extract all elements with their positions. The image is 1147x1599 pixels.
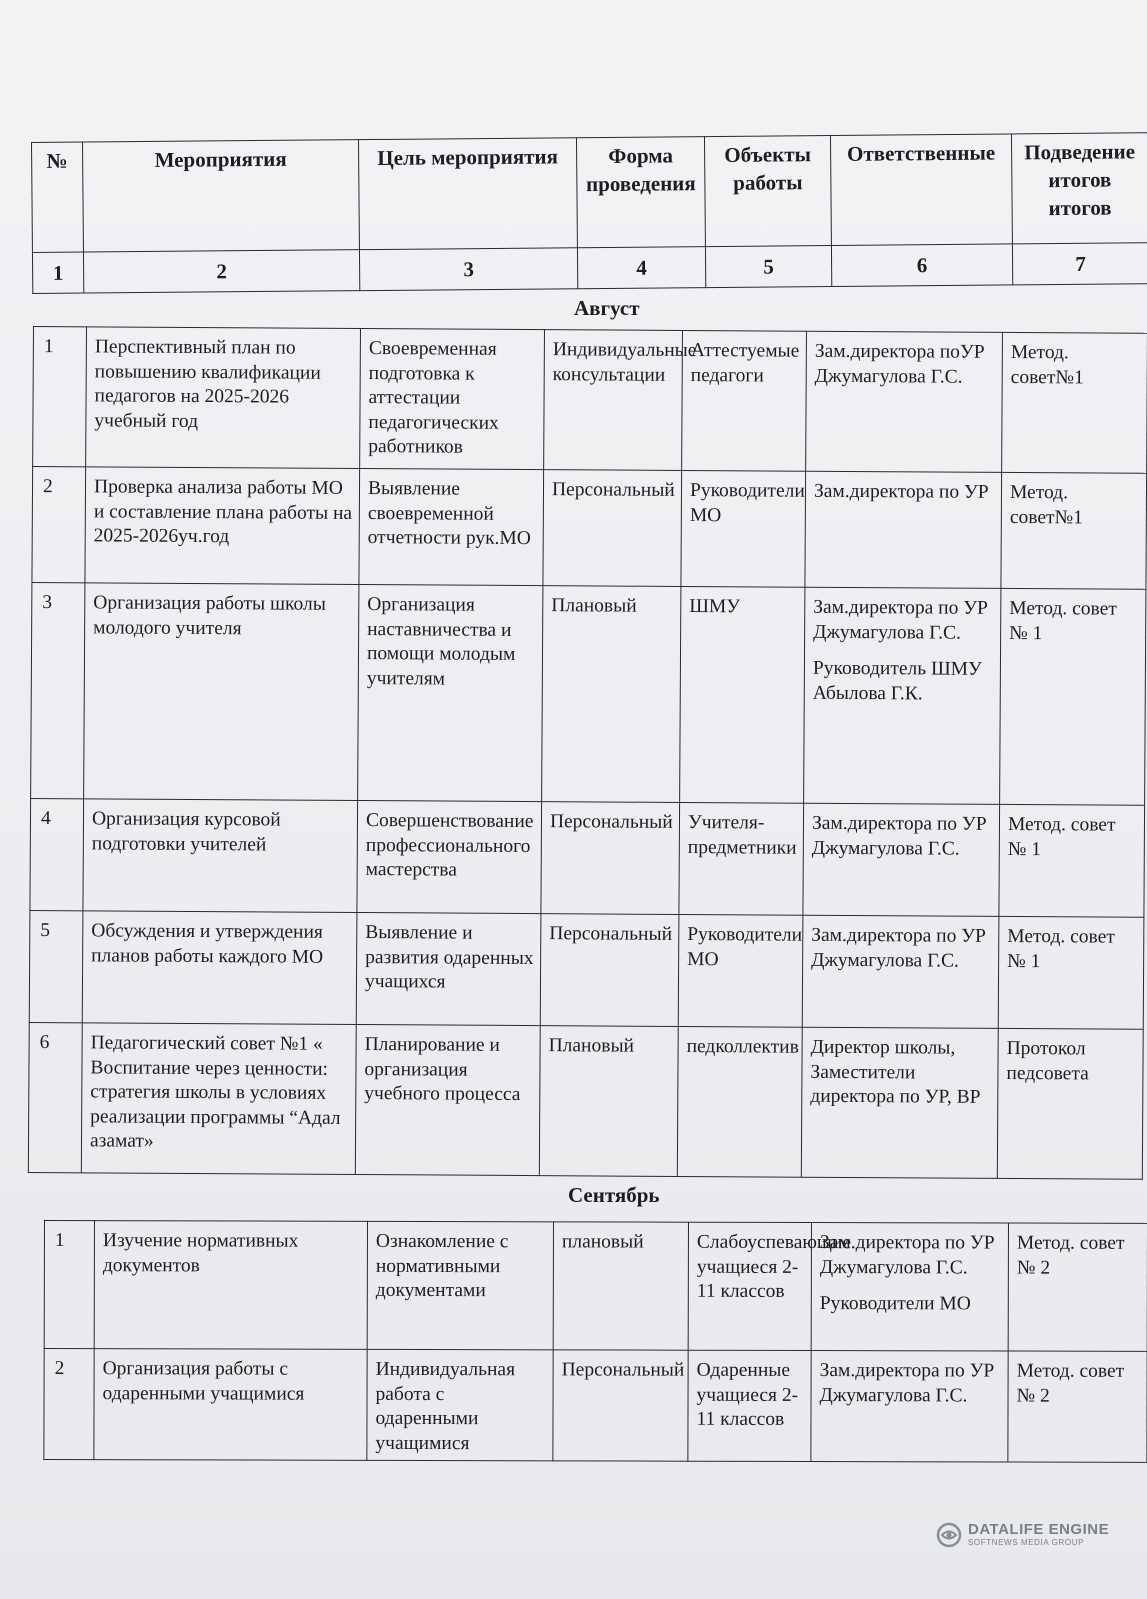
responsible-cell [801,1027,998,1178]
table-row [44,1349,1147,1463]
table-row [30,798,1145,917]
responsible-cell [802,915,999,1028]
responsible-person: Зам.директора поУР Джумагулова Г.С. [814,340,985,388]
responsible-person: Зам.директора по УР Джумагулова Г.С. [819,1360,995,1406]
eye-logo-icon [936,1522,962,1548]
form-cell: Плановый [542,586,681,803]
goal-cell: Выявление и развития одаренных учащихся [356,912,541,1025]
event-cell: Обсуждения и утверждения планов работы каждого МО [82,911,357,1025]
row-number: 2 [32,467,86,583]
responsible-person: Зам.директора по УР Джумагулова Г.С. [813,596,988,644]
form-cell: Персональный [553,1350,688,1461]
watermark [936,1522,1109,1548]
result-cell: Протокол педсовета [997,1028,1143,1179]
watermark-subtitle: SOFTNEWS MEDIA GROUP [968,1538,1085,1547]
objects-cell: Одаренные учащиеся 2-11 классов [688,1350,811,1461]
header-row [32,133,1147,253]
table-row [44,1221,1147,1352]
responsible-person: Зам.директора по УР Джумагулова Г.С. [811,812,987,860]
col-number: 5 [705,246,831,288]
col-header-responsible: Ответственные [830,134,1012,246]
september-table-body [44,1221,1147,1463]
col-number: 4 [577,247,705,289]
header-table [31,132,1147,294]
month-heading-september: Сентябрь [568,1183,660,1207]
event-cell: Проверка анализа работы МО и составление плана работы на 2025-2026уч.год [85,467,360,585]
responsible-cell [806,331,1003,472]
result-cell: Метод. совет№1 [1002,332,1147,473]
table-row [31,582,1146,805]
col-header-goal: Цель мероприятия [358,138,577,250]
row-number: 1 [44,1221,94,1349]
goal-cell: Организация наставничества и помощи молодым учителям [358,584,543,801]
responsible-cell [805,471,1002,588]
form-cell: Персональный [541,802,680,915]
event-cell: Организация работы школы молодого учителя [84,583,359,801]
col-number: 6 [831,244,1012,287]
col-header-results: Подведение итогов итогов [1011,133,1147,244]
responsible-person: Руководитель ШМУ Абылова Г.К. [812,657,982,704]
responsible-person: Зам.директора по УР Джумагулова Г.С. [819,1232,995,1278]
responsible-person: Руководители МО [819,1293,971,1315]
responsible-cell [804,587,1001,804]
goal-cell: Совершенствование профессионального мастерства [357,800,542,913]
col-header-objects: Объекты работы [704,136,831,247]
row-number: 1 [33,327,87,467]
table-row [32,467,1147,590]
objects-cell: педколлектив [677,1026,802,1177]
col-number: 2 [83,250,359,293]
result-cell: Метод. совет № 1 [998,916,1144,1029]
responsible-cell [811,1223,1008,1352]
event-cell: Изучение нормативных документов [94,1221,367,1350]
form-cell: Персональный [543,470,682,587]
column-number-row [32,243,1147,294]
objects-cell: Аттестуемые педагоги [682,330,807,471]
col-number: 3 [359,248,577,291]
responsible-cell [803,803,1000,916]
row-number: 4 [30,798,84,910]
august-table-body [28,327,1147,1180]
table-row [33,327,1147,474]
col-number: 7 [1012,243,1147,285]
goal-cell: Выявление своевременной отчетности рук.МО [359,468,544,585]
objects-cell: ШМУ [680,586,805,803]
responsible-person: Директор школы, Заместители директора по УР, ВР [810,1036,981,1108]
responsible-cell [811,1351,1008,1463]
responsible-person: Зам.директора по УР Джумагулова Г.С. [811,924,986,972]
goal-cell: Индивидуальная работа с одаренными учащимися [367,1349,553,1460]
objects-cell: Руководители МО [678,914,803,1027]
col-header-form: Форма проведения [576,137,705,248]
row-number: 6 [28,1022,82,1172]
august-table [28,326,1147,1180]
goal-cell: Своевременная подготовка к аттестации педагогических работников [360,329,545,470]
result-cell: Метод. совет № 1 [1000,588,1146,805]
table-row [29,910,1144,1029]
september-table [43,1220,1147,1463]
result-cell: Метод. совет № 1 [999,804,1145,917]
form-cell: Индивидуальные консультации [544,330,683,471]
row-number: 2 [44,1349,94,1460]
watermark-title: DATALIFE ENGINE [968,1521,1110,1538]
month-heading-august: Август [574,296,640,320]
event-cell: Организация курсовой подготовки учителей [83,799,358,913]
objects-cell: Руководители МО [681,470,806,587]
col-number: 1 [32,252,83,293]
goal-cell: Планирование и организация учебного процесса [355,1024,540,1175]
event-cell: Педагогический совет №1 « Воспитание через ценности: стратегия школы в условиях реализации программы “Адал азамат» [81,1023,356,1175]
table-row [28,1022,1143,1179]
objects-cell: Слабоуспевающие учащиеся 2-11 классов [688,1222,811,1350]
goal-cell: Ознакомление с нормативными документами [367,1221,553,1349]
objects-cell: Учителя-предметники [679,802,804,915]
form-cell: Плановый [539,1026,678,1177]
col-header-number: № [32,142,84,252]
event-cell: Перспективный план по повышению квалификации педагогов на 2025-2026 учебный год [86,327,361,469]
result-cell: Метод. совет № 2 [1008,1351,1147,1462]
col-header-events: Мероприятия [83,140,360,252]
form-cell: Персональный [540,914,679,1027]
event-cell: Организация работы с одаренными учащимися [94,1349,367,1461]
form-cell: плановый [553,1222,688,1350]
row-number: 5 [29,910,83,1022]
result-cell: Метод. совет№1 [1001,472,1147,589]
responsible-person: Зам.директора по УР [813,480,989,503]
result-cell: Метод. совет № 2 [1008,1223,1147,1351]
row-number: 3 [31,582,85,798]
